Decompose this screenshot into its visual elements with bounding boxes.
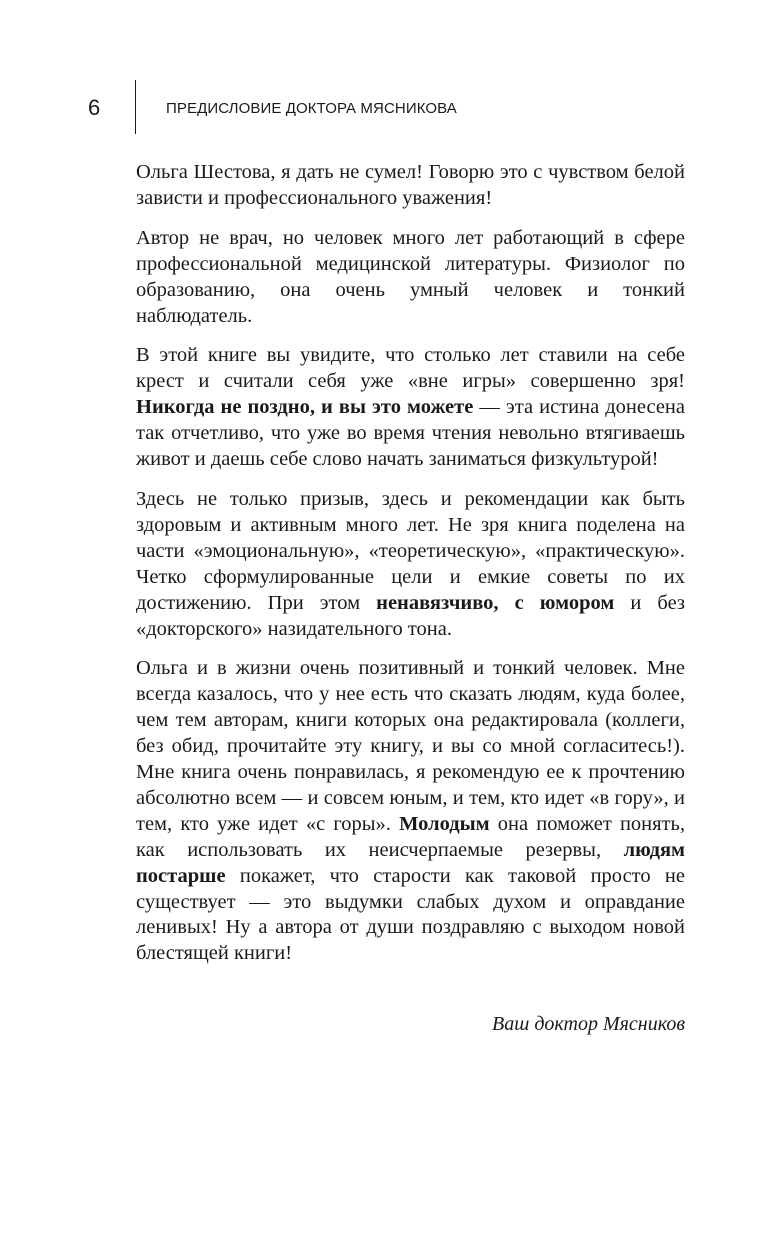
paragraph-4-text-b: и без «докторского» назидательного тона. xyxy=(136,591,686,640)
paragraph-2: Автор не врач, но человек много лет работающий в сфере профессиональной медицинской литературы. Физиолог по образованию, она очень умный человек и тонкий наблюдатель. xyxy=(136,226,685,327)
paragraph-3-text-a: В этой книге вы увидите, что столько лет ставили на себе крест и считали себя уже «вне игры» совершенно зря! xyxy=(136,344,685,393)
paragraph-3 xyxy=(136,343,685,473)
paragraph-1: Ольга Шестова, я дать не сумел! Говорю это с чувством белой зависти и профессионального уважения! xyxy=(136,161,685,209)
paragraph-5-emphasis-1: Молодым xyxy=(399,812,490,835)
body-text xyxy=(136,160,685,981)
paragraph-4-emphasis: ненавязчиво, с юмором xyxy=(376,591,615,614)
paragraph-5-text-c: покажет, что старости как таковой просто не существует — это выдумки слабых духом и оправдание ленивых! Ну а автора от души поздравляю с выходом новой блестящей книги! xyxy=(136,864,685,965)
paragraph-4 xyxy=(136,487,685,642)
header-divider xyxy=(135,80,136,134)
paragraph-5-text-b: она поможет понять, как использовать их неисчерпаемые резервы, xyxy=(136,812,685,861)
page-number: 6 xyxy=(88,95,101,120)
paragraph-5 xyxy=(136,656,685,967)
running-head: ПРЕДИСЛОВИЕ ДОКТОРА МЯСНИКОВА xyxy=(166,100,457,117)
paragraph-3-emphasis: Никогда не поздно, и вы это можете xyxy=(136,396,474,419)
paragraph-3-text-b: — эта истина донесена так отчетливо, что уже во время чтения невольно втягиваешь живот и даешь себе слово начать заниматься физкультурой! xyxy=(136,396,686,471)
paragraph-5-emphasis-2: людям постарше xyxy=(136,838,685,887)
signature: Ваш доктор Мясников xyxy=(492,1013,685,1035)
paragraph-4-text-a: Здесь не только призыв, здесь и рекомендации как быть здоровым и активным много лет. Не зря книга поделена на части «эмоциональную», «теоретическую», «практическую». Четко сформулированные цели и емкие советы по их достижению. При этом xyxy=(136,487,685,614)
paragraph-5-text-a: Ольга и в жизни очень позитивный и тонкий человек. Мне всегда казалось, что у нее есть что сказать людям, куда более, чем тем авторам, книги которых она редактировала (коллеги, без обид, прочитайте эту книгу, и вы со мной согласитесь!). Мне книга очень понравилась, я рекомендую ее к прочтению абсолютно всем — и совсем юным, и тем, кто идет «в гору», и тем, кто уже идет «с горы». xyxy=(136,657,685,835)
